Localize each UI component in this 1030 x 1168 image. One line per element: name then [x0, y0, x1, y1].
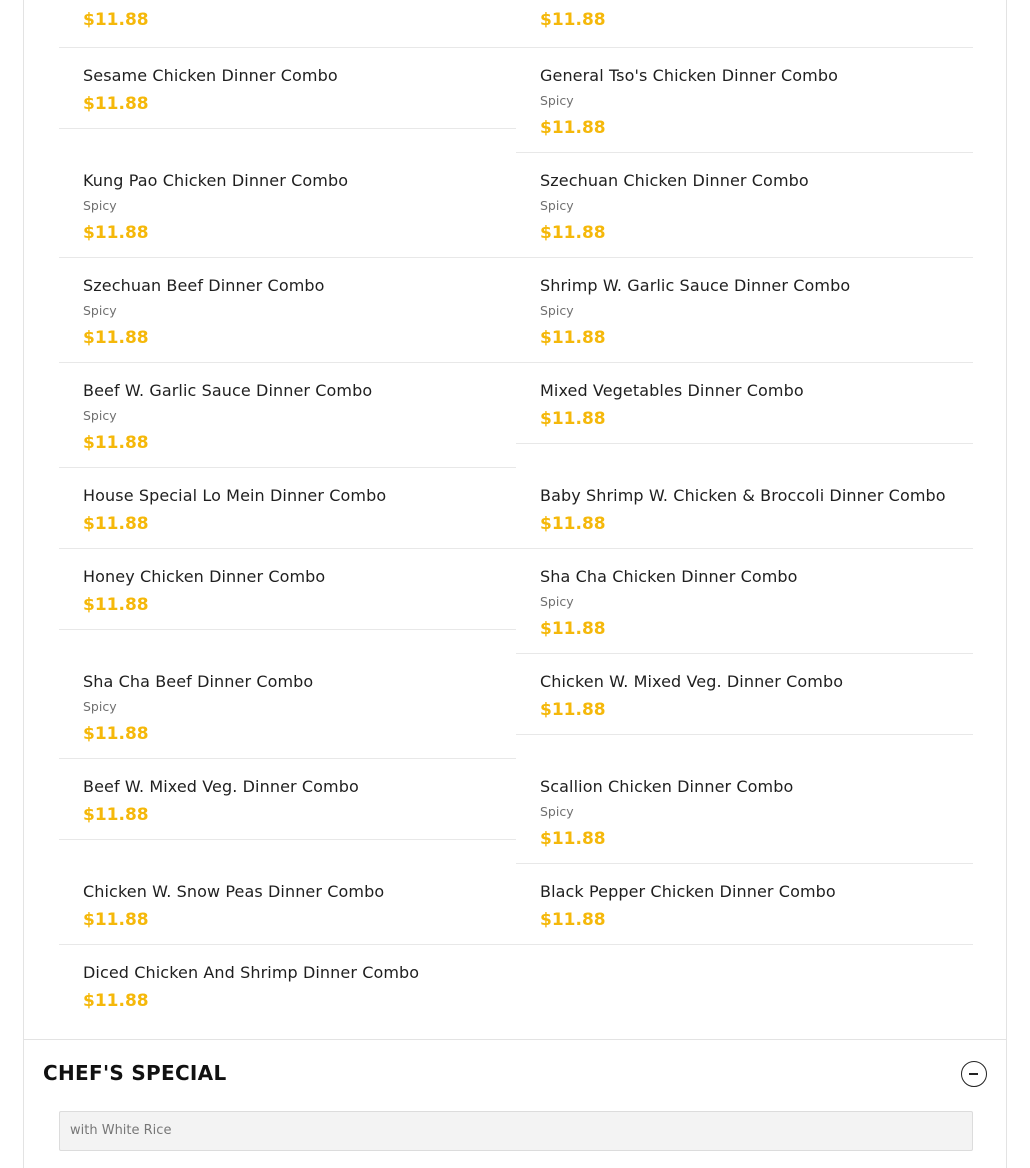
- item-name: Chicken W. Mixed Veg. Dinner Combo: [540, 672, 844, 691]
- item-price: $11.88: [83, 724, 149, 744]
- item-name: Black Pepper Chicken Dinner Combo: [540, 882, 836, 901]
- section-title: CHEF'S SPECIAL: [43, 1061, 227, 1085]
- item-price: $11.88: [83, 910, 149, 930]
- item-name: Shrimp W. Garlic Sauce Dinner Combo: [540, 276, 851, 295]
- item-price: $11.88: [540, 700, 606, 720]
- spicy-tag: Spicy: [540, 804, 574, 819]
- item-price: $11.88: [540, 514, 606, 534]
- item-price: $11.88: [83, 433, 149, 453]
- menu-item[interactable]: [59, 153, 516, 258]
- item-name: Szechuan Beef Dinner Combo: [83, 276, 325, 295]
- menu-item[interactable]: [59, 654, 516, 759]
- item-price: $11.88: [83, 991, 149, 1011]
- item-price: $11.88: [83, 805, 149, 825]
- spicy-tag: Spicy: [83, 408, 117, 423]
- item-name: Baby Shrimp W. Chicken & Broccoli Dinner Combo: [540, 486, 946, 505]
- item-name: Kung Pao Chicken Dinner Combo: [83, 171, 349, 190]
- item-name: Mixed Vegetables Dinner Combo: [540, 381, 804, 400]
- menu-item[interactable]: [516, 468, 973, 549]
- item-name: Sha Cha Beef Dinner Combo: [83, 672, 314, 691]
- item-price: $11.88: [540, 619, 606, 639]
- item-price: $11.88: [83, 223, 149, 243]
- item-price: $11.88: [83, 94, 149, 114]
- menu-item-partial-right[interactable]: [516, 0, 973, 48]
- menu-item[interactable]: [516, 759, 973, 864]
- item-price: $11.88: [83, 10, 149, 30]
- menu-item[interactable]: [516, 258, 973, 363]
- menu-item[interactable]: [59, 258, 516, 363]
- menu-item[interactable]: [516, 363, 973, 444]
- menu-item[interactable]: [59, 468, 516, 549]
- menu-item[interactable]: [516, 549, 973, 654]
- menu-item[interactable]: [59, 363, 516, 468]
- item-name: Diced Chicken And Shrimp Dinner Combo: [83, 963, 420, 982]
- item-price: $11.88: [540, 10, 606, 30]
- menu-item[interactable]: [59, 549, 516, 630]
- item-name: Sha Cha Chicken Dinner Combo: [540, 567, 798, 586]
- item-name: Beef W. Mixed Veg. Dinner Combo: [83, 777, 359, 796]
- item-name: Chicken W. Snow Peas Dinner Combo: [83, 882, 385, 901]
- menu-item[interactable]: [516, 864, 973, 945]
- spicy-tag: Spicy: [83, 303, 117, 318]
- item-name: General Tso's Chicken Dinner Combo: [540, 66, 838, 85]
- item-name: Szechuan Chicken Dinner Combo: [540, 171, 809, 190]
- item-name: Sesame Chicken Dinner Combo: [83, 66, 338, 85]
- item-price: $11.88: [83, 328, 149, 348]
- menu-item[interactable]: [59, 759, 516, 840]
- menu-item[interactable]: [59, 945, 516, 1035]
- menu-item[interactable]: [59, 48, 516, 129]
- menu-item[interactable]: [516, 654, 973, 735]
- item-name: Honey Chicken Dinner Combo: [83, 567, 326, 586]
- menu-item[interactable]: [516, 153, 973, 258]
- item-price: $11.88: [540, 328, 606, 348]
- item-price: $11.88: [540, 910, 606, 930]
- spicy-tag: Spicy: [83, 198, 117, 213]
- item-price: $11.88: [83, 595, 149, 615]
- section-divider: [24, 1039, 1007, 1040]
- spicy-tag: Spicy: [540, 198, 574, 213]
- menu-item-partial-left[interactable]: [59, 0, 516, 48]
- item-price: $11.88: [540, 829, 606, 849]
- item-name: Scallion Chicken Dinner Combo: [540, 777, 794, 796]
- spicy-tag: Spicy: [540, 303, 574, 318]
- section-note-text: with White Rice: [70, 1123, 172, 1138]
- menu-item[interactable]: [516, 48, 973, 153]
- item-price: $11.88: [83, 514, 149, 534]
- item-price: $11.88: [540, 409, 606, 429]
- item-name: Beef W. Garlic Sauce Dinner Combo: [83, 381, 373, 400]
- item-price: $11.88: [540, 223, 606, 243]
- spicy-tag: Spicy: [540, 594, 574, 609]
- menu-item[interactable]: [59, 864, 516, 945]
- item-name: House Special Lo Mein Dinner Combo: [83, 486, 387, 505]
- section-note: [59, 1111, 973, 1151]
- item-price: $11.88: [540, 118, 606, 138]
- spicy-tag: Spicy: [540, 93, 574, 108]
- minus-circle-icon[interactable]: [961, 1061, 987, 1087]
- spicy-tag: Spicy: [83, 699, 117, 714]
